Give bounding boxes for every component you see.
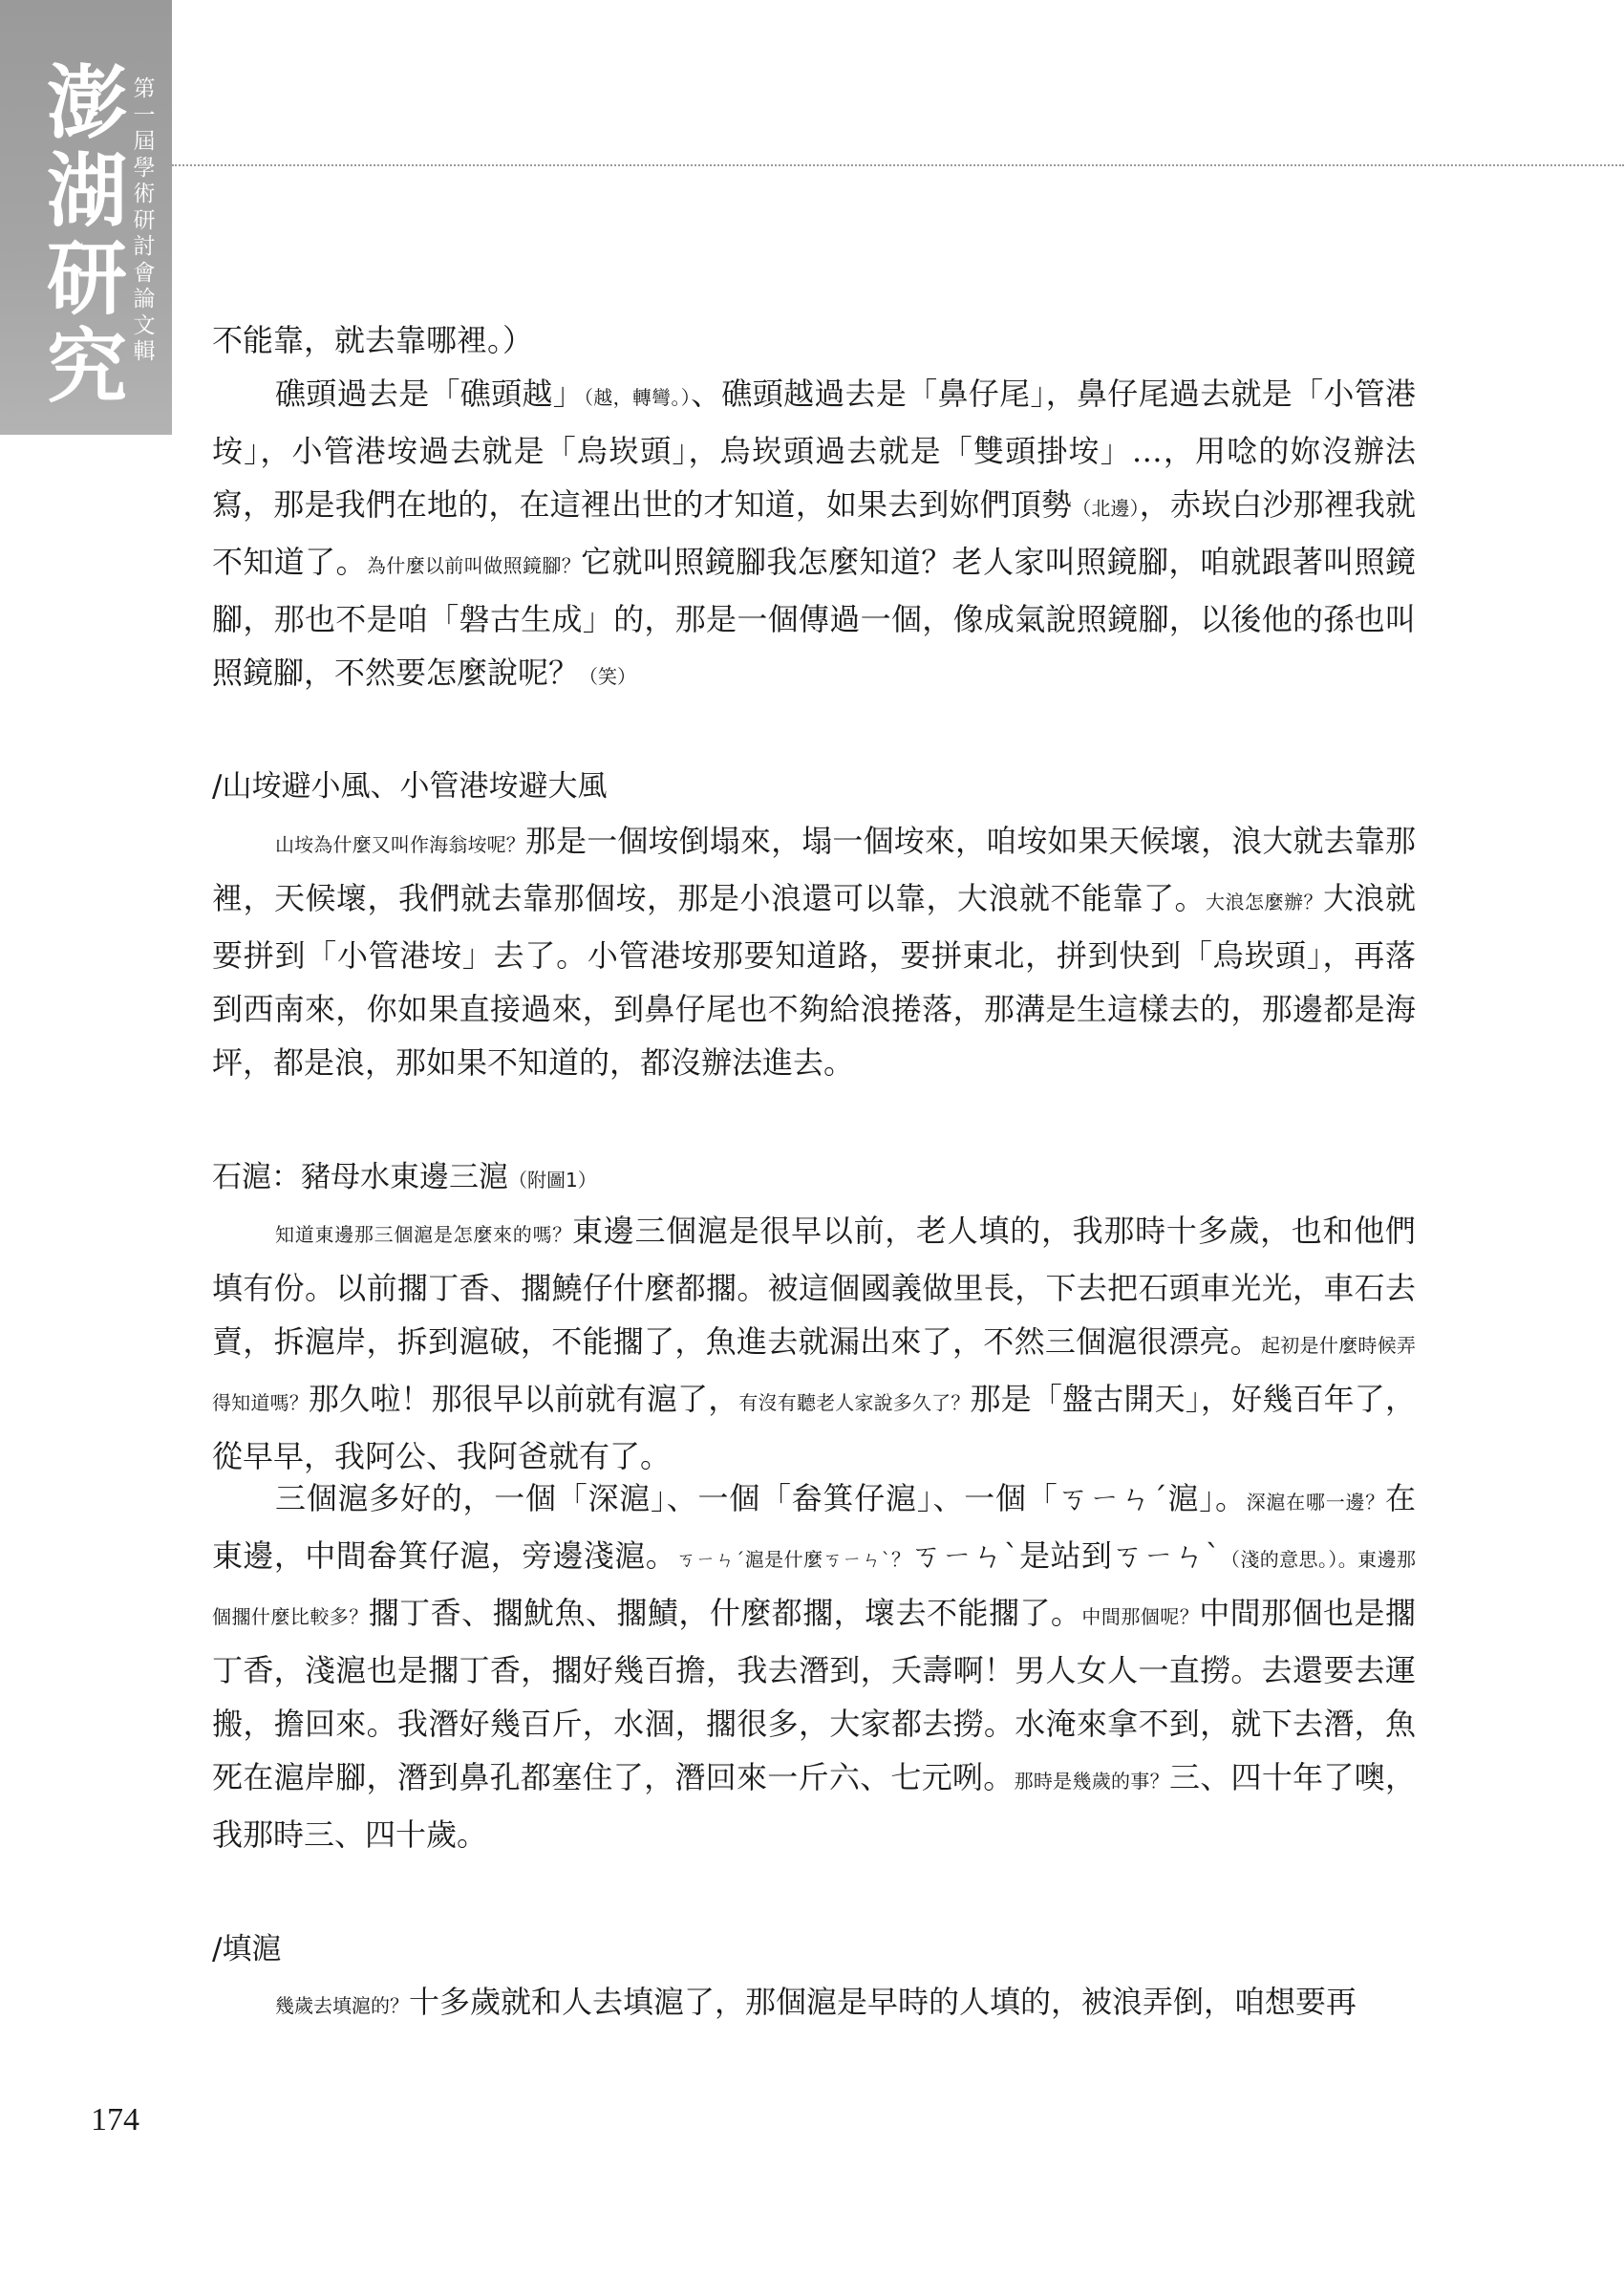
text-run: 十多歲就和人去填滬了，那個滬是早時的人填的，被浪弄倒，咱想要再	[409, 1984, 1357, 2020]
text-run: 那是「盤古開天」，好幾百年了，從早早，我阿公、我阿爸就有了。	[212, 1381, 1416, 1474]
paragraph	[212, 1204, 1416, 1483]
interviewer-question: 幾歲去填滬的？	[275, 1994, 409, 2017]
section-heading	[212, 1930, 281, 1968]
subtitle-char: 學	[133, 155, 156, 181]
title-char: 澎	[46, 55, 127, 150]
interviewer-question: （淺的意思。）。東邊那個擱什麼比較多？	[212, 1548, 1416, 1628]
interviewer-question: 為什麼以前叫做照鏡腳？	[366, 554, 582, 577]
subtitle-char: 論	[133, 287, 156, 311]
text-run: 東邊三個滬是很早以前，老人填的，我那時十多歲，也和他們填有份。以前擱丁香、擱鱙仔什麼都擱。被這個國義做里長，下去把石頭車光光，車石去賣，拆滬岸，拆到滬破，不能擱了，魚進去就漏出來了，不然三個滬很漂亮。	[212, 1213, 1417, 1360]
subtitle-char: 屆	[133, 129, 156, 154]
section-heading	[212, 767, 607, 806]
text-run: 三、四十年了噢，我那時三、四十歲。	[212, 1759, 1416, 1853]
interviewer-question: （笑）	[579, 665, 637, 688]
text-run: 那是一個垵倒塌來，塌一個垵來，咱垵如果天候壞，浪大就去靠那裡，天候壞，我們就去靠那個垵，那是小浪還可以靠，大浪就不能靠了。	[212, 823, 1416, 916]
paragraph	[212, 313, 1416, 367]
text-run: ，赤崁白沙那裡我就不知道了。	[212, 486, 1416, 580]
text-run: 大浪就要拼到「小管港垵」去了。小管港垵那要知道路，要拼東北，拼到快到「烏崁頭」，再落到西南來，你如果直接過來，到鼻仔尾也不夠給浪捲落，那溝是生這樣去的，那邊都是海坪，都是浪，那如果不知道的，都沒辦法進去。	[212, 880, 1416, 1081]
interviewer-question: 深滬在哪一邊？	[1246, 1491, 1385, 1514]
text-run: 、礁頭越過去是「鼻仔尾」，鼻仔尾過去就是「小管港垵」，小管港垵過去就是「烏崁頭」，烏崁頭過去就是「雙頭掛垵」…，用唸的妳沒辦法寫，那是我們在地的，在這裡出世的才知道，如果去到妳們頂勢	[212, 376, 1416, 523]
interviewer-question: 大浪怎麼辦？	[1205, 891, 1323, 913]
header-dotted-rule	[172, 164, 1624, 166]
subtitle-char: 術	[133, 182, 156, 206]
interviewer-question: ㄎㄧㄣˊ滬是什麼ㄎㄧㄣˋ？	[676, 1548, 911, 1571]
section-heading	[212, 1158, 597, 1199]
paragraph	[212, 367, 1416, 703]
paragraph	[212, 814, 1416, 1089]
subtitle-char: 研	[133, 207, 156, 233]
title-char: 湖	[46, 143, 127, 238]
subtitle-char: 第	[133, 76, 156, 101]
subtitle-char: 一	[133, 102, 156, 128]
page-number: 174	[91, 2102, 139, 2137]
subtitle-char: 文	[133, 312, 156, 338]
paragraph	[212, 1975, 1416, 2032]
text-run: ㄎㄧㄣˋ是站到ㄎㄧㄣˋ	[910, 1537, 1221, 1574]
interviewer-question: 山垵為什麼又叫作海翁垵呢？	[275, 833, 525, 856]
text-run: /填滬	[212, 1932, 282, 1966]
journal-subtitle	[130, 76, 159, 366]
text-run: 礁頭過去是「礁頭越」	[275, 376, 584, 412]
interviewer-question: 有沒有聽老人家說多久了？	[738, 1391, 971, 1414]
text-run: 在東邊，中間畚箕仔滬，旁邊淺滬。	[212, 1480, 1416, 1574]
journal-title	[44, 55, 130, 414]
subtitle-char: 輯	[133, 339, 156, 364]
paragraph	[212, 1471, 1416, 1861]
text-run: /山垵避小風、小管港垵避大風	[212, 769, 608, 804]
title-char: 究	[46, 319, 127, 414]
text-run: 它就叫照鏡腳我怎麼知道？老人家叫照鏡腳，咱就跟著叫照鏡腳，那也不是咱「磐古生成」的，那是一個傳過一個，像成氣說照鏡腳，以後他的孫也叫照鏡腳，不然要怎麼說呢？	[212, 544, 1416, 691]
subtitle-char: 討	[133, 234, 156, 259]
interviewer-question: 起初是什麼時候弄得知道嗎？	[212, 1334, 1416, 1414]
interviewer-question: （越，轉彎。）	[584, 386, 692, 409]
text-run: 不能靠，就去靠哪裡。）	[212, 322, 534, 358]
text-run: 中間那個也是擱丁香，淺滬也是擱丁香，擱好幾百擔，我去潛到，夭壽啊！男人女人一直撈。去還要去運搬，擔回來。我潛好幾百斤，水涸，擱很多，大家都去撈。水淹來拿不到，就下去潛，魚死在滬岸腳，潛到鼻孔都塞住了，潛回來一斤六、七元咧。	[212, 1595, 1416, 1795]
title-char: 研	[46, 231, 127, 326]
text-run: 擱丁香、擱魷魚、擱鰿，什麼都擱，壞去不能擱了。	[368, 1595, 1082, 1631]
text-run: 那久啦！那很早以前就有滬了，	[308, 1381, 739, 1417]
interviewer-question: （北邊）	[1072, 497, 1140, 520]
interviewer-question: 中間那個呢？	[1081, 1605, 1200, 1628]
text-run: 石滬：豬母水東邊三滬	[212, 1160, 508, 1194]
text-run: 三個滬多好的，一個「深滬」、一個「畚箕仔滬」、一個「ㄎㄧㄣˊ滬」。	[275, 1480, 1247, 1516]
interviewer-question: （附圖1）	[508, 1169, 597, 1192]
interviewer-question: 知道東邊那三個滬是怎麼來的嗎？	[275, 1223, 572, 1246]
subtitle-char: 會	[133, 260, 156, 286]
interviewer-question: 那時是幾歲的事？	[1014, 1770, 1169, 1793]
